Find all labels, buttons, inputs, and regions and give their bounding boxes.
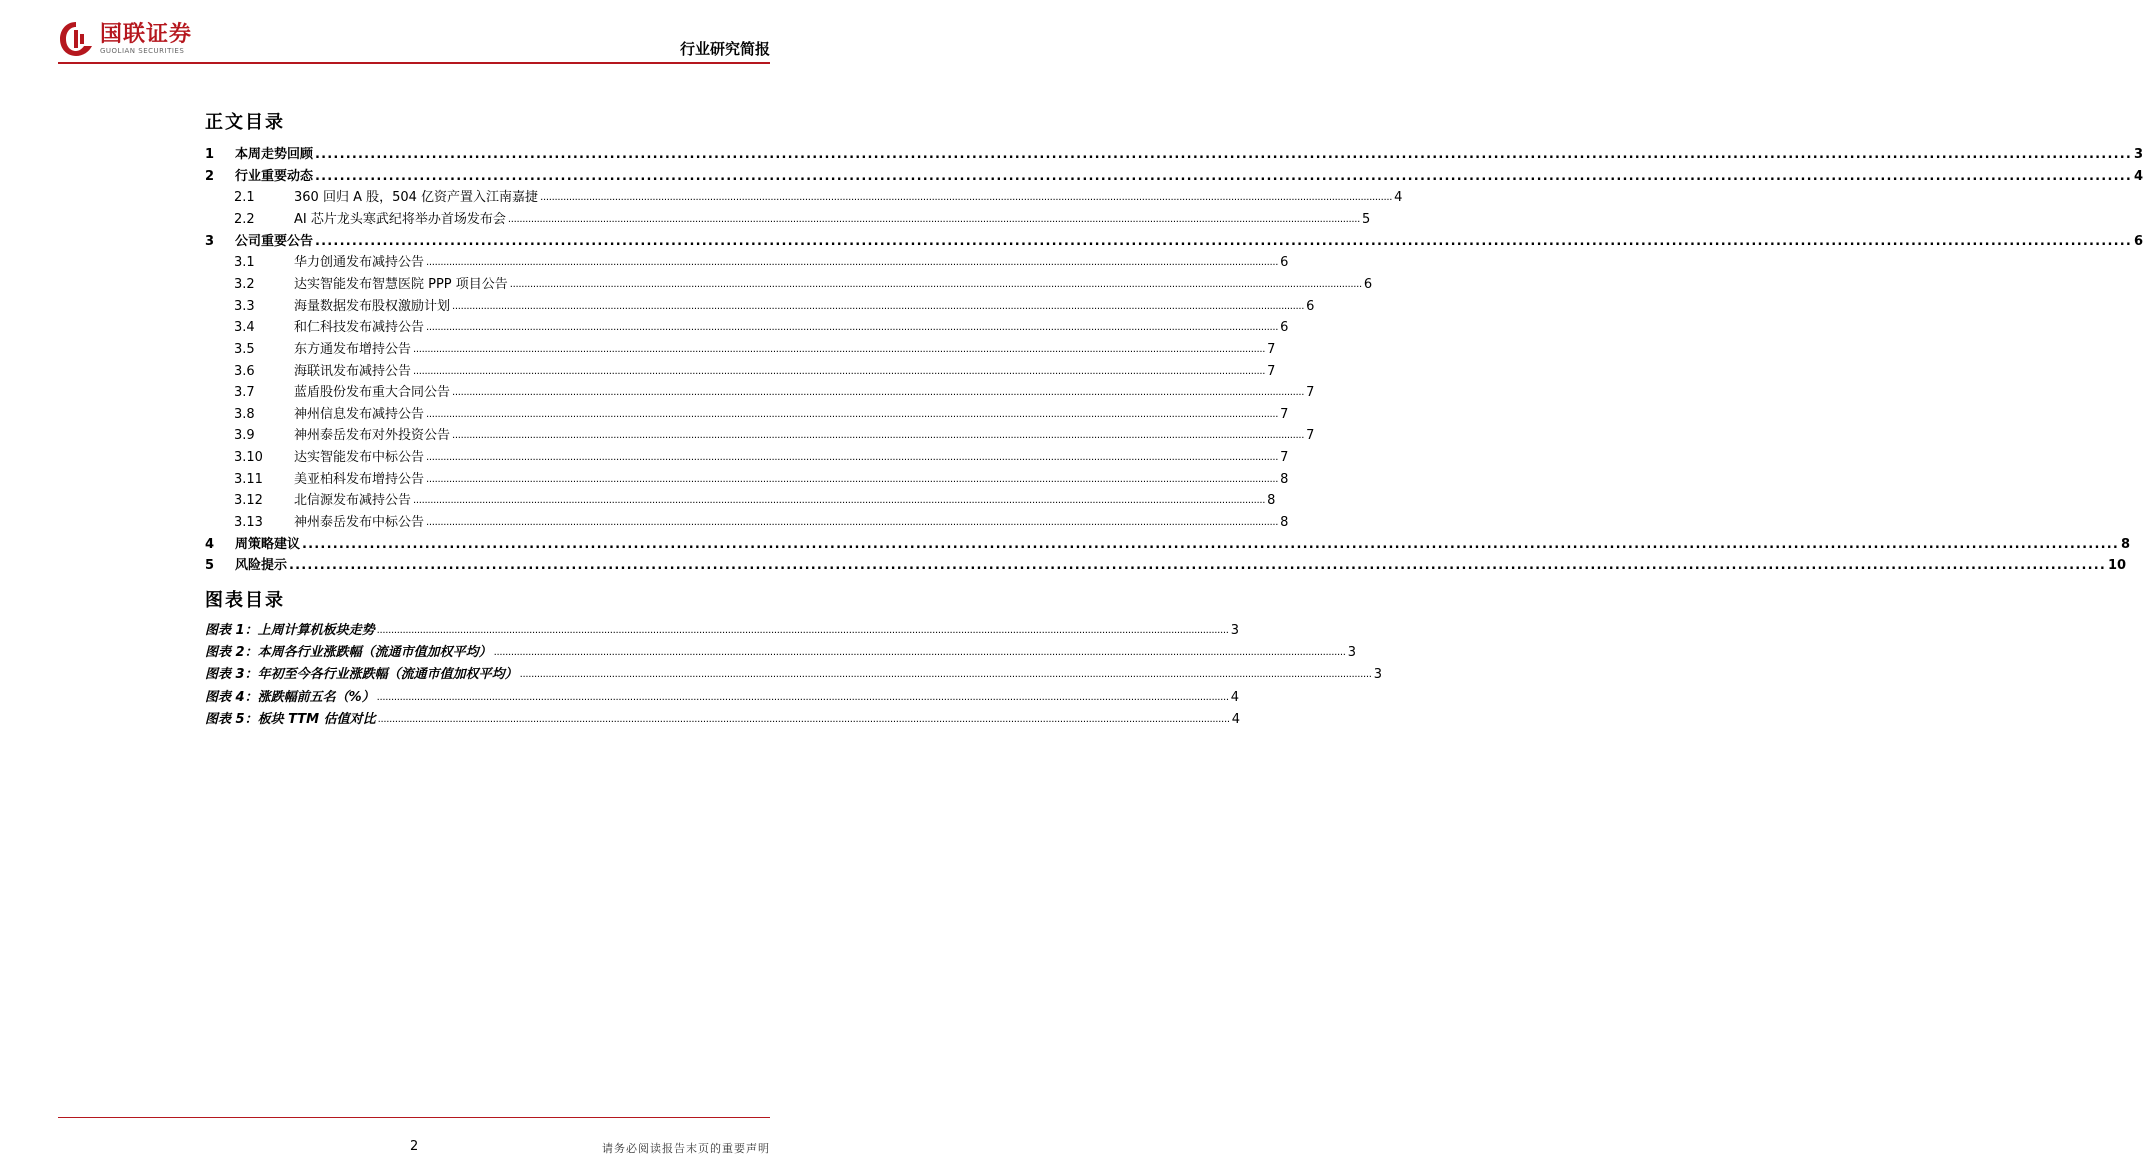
toc-entry-page: 8 xyxy=(1267,493,1276,509)
toc-entry[interactable] xyxy=(205,251,1289,271)
toc-entry-page: 7 xyxy=(1267,341,1276,357)
figure-entry-page: 3 xyxy=(1373,667,1382,683)
toc-entry-number: 3.1 xyxy=(234,255,255,271)
figure-leader-dots: ........................................................................................................................................................................................................................................................................................................ xyxy=(493,647,1346,659)
logo-chinese-name: 国联证券 xyxy=(100,21,193,47)
toc-entry[interactable] xyxy=(205,273,1373,293)
toc-leader-dots: ........................................................................................................................................................................................................................................................................................................ xyxy=(426,452,1279,464)
toc-entry-number: 2.2 xyxy=(234,211,255,227)
toc-entry-title: 360 回归 A 股，504 亿资产置入江南嘉捷 xyxy=(294,190,539,206)
figure-toc-entry[interactable] xyxy=(205,663,1382,683)
figure-toc-entry[interactable] xyxy=(205,708,1240,728)
toc-entry[interactable] xyxy=(205,554,2127,574)
toc-entry-number: 3 xyxy=(205,233,215,249)
toc-leader-dots: ........................................................................................................................................................................................................................................................................................................ xyxy=(426,408,1279,420)
figure-leader-dots: ........................................................................................................................................................................................................................................................................................................ xyxy=(376,625,1229,636)
toc-leader-dots: ........................................................................................................................................................................................................................................................................................................ xyxy=(315,168,2133,184)
toc-entry-title: 公司重要公告 xyxy=(235,233,314,249)
toc-entry-title: 蓝盾股份发布重大合同公告 xyxy=(294,385,451,401)
toc-entry-page: 8 xyxy=(1280,515,1289,531)
logo-mark-icon xyxy=(58,20,94,58)
toc-entry-number: 3.2 xyxy=(234,276,255,292)
toc-entry[interactable] xyxy=(205,403,1289,423)
toc-entry[interactable] xyxy=(205,360,1276,380)
toc-entry-number: 3.8 xyxy=(234,406,255,422)
toc-leader-dots: ........................................................................................................................................................................................................................................................................................................ xyxy=(452,387,1305,399)
toc-entry-page: 6 xyxy=(1280,320,1289,336)
toc-entry-number: 3.5 xyxy=(234,341,255,357)
toc-entry-page: 6 xyxy=(1306,298,1315,314)
company-logo xyxy=(58,20,192,58)
figure-leader-dots: ........................................................................................................................................................................................................................................................................................................ xyxy=(377,713,1230,725)
toc-entry-page: 7 xyxy=(1306,428,1315,444)
figure-entry-page: 4 xyxy=(1231,711,1240,727)
toc-leader-dots: ........................................................................................................................................................................................................................................................................................................ xyxy=(426,517,1279,529)
toc-entry-page: 6 xyxy=(1363,276,1373,292)
toc-leader-dots: ........................................................................................................................................................................................................................................................................................................ xyxy=(426,322,1279,334)
toc-entry-number: 3.3 xyxy=(234,298,255,314)
toc-entry-title: AI 芯片龙头寒武纪将举办首场发布会 xyxy=(294,211,506,227)
toc-entry-page: 4 xyxy=(1394,190,1403,206)
toc-leader-dots: ........................................................................................................................................................................................................................................................................................................ xyxy=(426,257,1279,269)
toc-entry-title: 周策略建议 xyxy=(235,536,301,552)
toc-leader-dots: ........................................................................................................................................................................................................................................................................................................ xyxy=(413,343,1266,355)
toc-entry-number: 3.6 xyxy=(234,363,255,379)
toc-entry-page: 7 xyxy=(1280,406,1289,422)
toc-entry[interactable] xyxy=(205,186,1403,206)
toc-entry-page: 6 xyxy=(2134,233,2143,249)
toc-entry-title: 行业重要动态 xyxy=(235,168,314,184)
figures-toc-title: 图表目录 xyxy=(205,590,285,611)
toc-entry-number: 3.7 xyxy=(234,385,255,401)
page-header xyxy=(58,18,770,62)
toc-entry-number: 3.4 xyxy=(234,320,255,336)
logo-english-name: GUOLIAN SECURITIES xyxy=(100,46,185,55)
figure-entry-title: 图表 2：本周各行业涨跌幅（流通市值加权平均） xyxy=(205,645,492,661)
toc-entry-number: 3.11 xyxy=(234,471,263,487)
toc-leader-dots: ........................................................................................................................................................................................................................................................................................................ xyxy=(452,300,1305,312)
toc-entry-number: 3.10 xyxy=(234,450,263,466)
toc-entry-page: 3 xyxy=(2134,147,2143,162)
figure-entry-page: 3 xyxy=(1347,645,1356,661)
toc-leader-dots: ........................................................................................................................................................................................................................................................................................................ xyxy=(315,147,2133,162)
toc-entry-title: 风险提示 xyxy=(235,558,288,574)
toc-entry-page: 7 xyxy=(1280,450,1289,466)
figure-entry-page: 4 xyxy=(1230,689,1239,705)
toc-entry[interactable] xyxy=(205,468,1289,488)
toc-entry-number: 5 xyxy=(205,558,215,574)
toc-entry[interactable] xyxy=(205,511,1289,531)
toc-entry-page: 6 xyxy=(1280,255,1289,271)
toc-entry-title: 美亚柏科发布增持公告 xyxy=(294,471,425,487)
toc-entry[interactable] xyxy=(205,489,1276,509)
toc-entry-number: 4 xyxy=(205,536,215,552)
toc-title: 正文目录 xyxy=(205,112,285,133)
figure-toc-entry[interactable] xyxy=(205,641,1356,661)
page-number: 2 xyxy=(410,1139,419,1154)
toc-entry[interactable] xyxy=(205,338,1276,358)
figure-entry-title: 图表 4：涨跌幅前五名（%） xyxy=(205,689,375,705)
toc-entry-page: 10 xyxy=(2108,558,2127,574)
toc-leader-dots: ........................................................................................................................................................................................................................................................................................................ xyxy=(413,365,1266,377)
toc-leader-dots: ........................................................................................................................................................................................................................................................................................................ xyxy=(426,473,1279,485)
toc-entry-title: 华力创通发布减持公告 xyxy=(294,255,425,271)
toc-leader-dots: ........................................................................................................................................................................................................................................................................................................ xyxy=(509,278,1362,290)
toc-entry-title: 北信源发布减持公告 xyxy=(294,493,412,509)
toc-leader-dots: ........................................................................................................................................................................................................................................................................................................ xyxy=(452,430,1305,442)
toc-entry-page: 4 xyxy=(2134,168,2143,184)
toc-entry[interactable] xyxy=(205,165,2143,185)
toc-entry[interactable] xyxy=(205,316,1289,336)
toc-entry-title: 神州泰岳发布对外投资公告 xyxy=(294,428,451,444)
toc-entry-number: 3.12 xyxy=(234,493,263,509)
footer-disclaimer: 请务必阅读报告末页的重要声明 xyxy=(602,1142,770,1155)
toc-entry-title: 东方通发布增持公告 xyxy=(294,341,412,357)
toc-entry-title: 神州信息发布减持公告 xyxy=(294,406,425,422)
toc-entry[interactable] xyxy=(205,143,2143,163)
toc-entry-title: 和仁科技发布减持公告 xyxy=(294,320,425,336)
toc-entry-number: 3.13 xyxy=(234,515,263,531)
toc-entry-number: 2 xyxy=(205,168,215,184)
toc-entry-title: 神州泰岳发布中标公告 xyxy=(294,515,425,531)
toc-entry-title: 海量数据发布股权激励计划 xyxy=(294,298,451,314)
footer-divider xyxy=(58,1117,770,1118)
toc-entry-page: 5 xyxy=(1361,211,1371,227)
toc-entry-title: 达实智能发布中标公告 xyxy=(294,450,425,466)
toc-leader-dots: ........................................................................................................................................................................................................................................................................................................ xyxy=(540,192,1393,204)
toc-entry-number: 3.9 xyxy=(234,428,255,444)
toc-leader-dots: ........................................................................................................................................................................................................................................................................................................ xyxy=(302,536,2120,552)
figure-entry-title: 图表 5：板块 TTM 估值对比 xyxy=(205,711,376,727)
figure-leader-dots: ........................................................................................................................................................................................................................................................................................................ xyxy=(376,691,1229,703)
toc-entry-page: 8 xyxy=(2121,536,2131,552)
toc-entry[interactable] xyxy=(205,295,1315,315)
toc-entry[interactable] xyxy=(205,230,2143,250)
toc-entry[interactable] xyxy=(205,381,1315,401)
toc-entry-title: 达实智能发布智慧医院 PPP 项目公告 xyxy=(294,276,508,292)
toc-leader-dots: ........................................................................................................................................................................................................................................................................................................ xyxy=(289,558,2107,574)
figure-entry-page: 3 xyxy=(1230,623,1239,638)
toc-entry-number: 2.1 xyxy=(234,190,255,206)
toc-entry-title: 本周走势回顾 xyxy=(235,147,314,162)
toc-entry[interactable] xyxy=(205,533,2131,553)
figure-toc-entry[interactable] xyxy=(205,686,1239,706)
toc-entry[interactable] xyxy=(205,424,1315,444)
toc-leader-dots: ........................................................................................................................................................................................................................................................................................................ xyxy=(507,213,1360,225)
figure-leader-dots: ........................................................................................................................................................................................................................................................................................................ xyxy=(519,669,1372,681)
figure-entry-title: 图表 3：年初至今各行业涨跌幅（流通市值加权平均） xyxy=(205,667,518,683)
figure-toc-entry[interactable] xyxy=(205,619,1239,639)
toc-entry-page: 7 xyxy=(1306,385,1315,401)
toc-leader-dots: ........................................................................................................................................................................................................................................................................................................ xyxy=(413,495,1266,507)
header-divider xyxy=(58,62,770,64)
toc-leader-dots: ........................................................................................................................................................................................................................................................................................................ xyxy=(315,233,2133,249)
report-type: 行业研究简报 xyxy=(679,40,770,58)
toc-entry-title: 海联讯发布减持公告 xyxy=(294,363,412,379)
toc-entry[interactable] xyxy=(205,208,1371,228)
figure-entry-title: 图表 1：上周计算机板块走势 xyxy=(205,623,375,638)
toc-entry-number: 1 xyxy=(205,147,215,162)
toc-entry-page: 7 xyxy=(1267,363,1276,379)
toc-entry-page: 8 xyxy=(1280,471,1289,487)
toc-entry[interactable] xyxy=(205,446,1289,466)
